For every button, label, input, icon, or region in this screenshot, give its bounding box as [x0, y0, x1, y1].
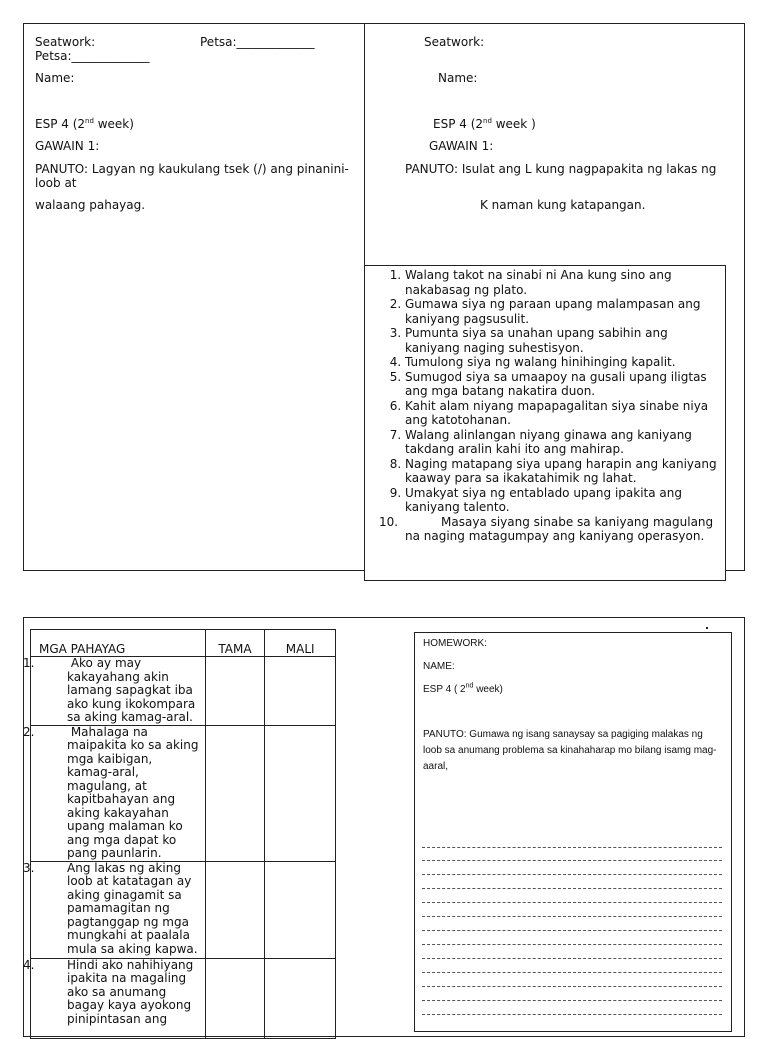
item10-text: Masaya siyang sinabe sa kaniyang magulang na naging matagumpay ang kaniyang operasyon. [405, 514, 714, 543]
left-seatwork-label: Seatwork: [35, 35, 96, 49]
list-item: 3. Pumunta siya sa unahan upang sabihin ang kaniyang naging suhestisyon. [405, 326, 723, 355]
statement-text: Ako ay may kakayahang akin lamang sapagkat iba ako kung ikokompara sa aking kamag-aral. [67, 656, 196, 724]
right-esp-suffix: week ) [491, 117, 536, 131]
tama-cell[interactable] [205, 958, 265, 1038]
left-panuto-line1: PANUTO: Lagyan ng kaukulang tsek (/) ang pinanini-loob at [35, 162, 349, 190]
tama-cell[interactable] [205, 725, 265, 861]
table-row [31, 958, 336, 1038]
right-esp-prefix: ESP 4 (2 [433, 117, 484, 131]
left-gawain-label: GAWAIN 1: [35, 139, 100, 153]
writing-line[interactable] [422, 930, 722, 931]
homework-esp-prefix: ESP 4 ( 2 [423, 684, 466, 695]
table-row [31, 861, 336, 958]
statement-number: 3. [23, 860, 35, 875]
left-esp-prefix: ESP 4 (2 [35, 117, 86, 131]
right-esp-heading [433, 117, 536, 131]
writing-line[interactable] [422, 847, 722, 848]
left-panuto-line2: walaang pahayag. [35, 198, 146, 212]
homework-esp-sup: nd [465, 682, 474, 690]
homework-panuto: PANUTO: Gumawa ng isang sanaysay sa pagiging malakas ng loob sa anumang problema sa kinahaharap mo bilang isamg mag-aaral, [423, 729, 717, 772]
homework-name-label: NAME: [423, 661, 455, 672]
list-item: 7. Walang alinlangan niyang ginawa ang kaniyang takdang aralin kahi ito ang mahirap. [405, 428, 723, 457]
left-petsa2-label: Petsa:_____________ [35, 49, 150, 63]
statement-cell [23, 957, 206, 1038]
right-gawain-label: GAWAIN 1: [429, 139, 494, 153]
statement-text: Ang lakas ng aking loob at katatagan ay aking ginagamit sa pamamagitan ng pagtanggap ng mga mungkahi at paalala mula sa aking kapwa. [67, 860, 198, 956]
statement-number: 4. [23, 957, 35, 972]
list-item: 4. Tumulong siya ng walang hinihinging kapalit. [405, 355, 723, 370]
stray-mark [706, 627, 708, 629]
left-petsa-label: Petsa:_____________ [200, 35, 315, 49]
items-list [365, 268, 723, 544]
writing-line[interactable] [422, 958, 722, 959]
mali-cell[interactable] [265, 725, 336, 861]
mali-cell[interactable] [265, 861, 336, 958]
writing-line[interactable] [422, 972, 722, 973]
writing-line[interactable] [422, 888, 722, 889]
table-row [31, 657, 336, 726]
right-panuto-line1: PANUTO: Isulat ang L kung nagpapakita ng lakas ng [405, 162, 717, 176]
right-name-label: Name: [438, 71, 478, 85]
right-seatwork-label: Seatwork: [424, 35, 485, 49]
header-tama: TAMA [205, 630, 265, 657]
list-item: 8. Naging matapang siya upang harapin ang kaniyang kaaway para sa ikakatahimik ng lahat. [405, 457, 723, 486]
right-panuto-line2: K naman kung katapangan. [480, 198, 646, 212]
left-name-label: Name: [35, 71, 75, 85]
tama-cell[interactable] [205, 657, 265, 726]
left-esp-sup: nd [85, 117, 94, 125]
statement-cell [23, 656, 206, 726]
statement-text: Mahalaga na maipakita ko sa aking mga kaibigan, kamag-aral, magulang, at kapitbahayan ang aking kakayahan upang malaman ko ang mga dapat ko pang paunlarin. [67, 724, 199, 860]
left-esp-heading [35, 117, 134, 131]
statement-text: Hindi ako nahihiyang ipakita na magaling ako sa anumang bagay kaya ayokong pinipintasan ang [67, 957, 194, 1026]
list-item: 1. Walang takot na sinabi ni Ana kung sino ang nakabasag ng plato. [405, 268, 723, 297]
header-mali: MALI [265, 630, 336, 657]
statement-cell [23, 724, 206, 861]
writing-line[interactable] [422, 944, 722, 945]
homework-esp-suffix: week) [473, 684, 503, 695]
writing-line[interactable] [422, 1014, 722, 1015]
statement-number: 2. [23, 724, 35, 739]
writing-line[interactable] [422, 874, 722, 875]
right-esp-sup: nd [483, 117, 492, 125]
items-box [364, 265, 726, 581]
list-item: 2. Gumawa siya ng paraan upang malampasan ang kaniyang pagsusulit. [405, 297, 723, 326]
list-item [379, 515, 723, 544]
writing-line[interactable] [422, 860, 722, 861]
list-item: 5. Sumugod siya sa umaapoy na gusali upang iligtas ang mga batang nakatira duon. [405, 370, 723, 399]
homework-title: HOMEWORK: [423, 638, 487, 649]
statement-number: 1. [23, 656, 35, 670]
list-item: 6. Kahit alam niyang mapapagalitan siya sinabe niya ang katotohanan. [405, 399, 723, 428]
statement-cell [23, 860, 206, 958]
mali-cell[interactable] [265, 657, 336, 726]
writing-line[interactable] [422, 1000, 722, 1001]
mali-cell[interactable] [265, 958, 336, 1038]
writing-line[interactable] [422, 986, 722, 987]
item10-number: 10. [379, 514, 399, 529]
writing-line[interactable] [422, 902, 722, 903]
tama-cell[interactable] [205, 861, 265, 958]
homework-esp-heading [423, 683, 503, 697]
pahayag-table [23, 629, 336, 1039]
header-mga-pahayag: MGA PAHAYAG [31, 630, 206, 657]
left-esp-suffix: week) [93, 117, 134, 131]
table-row [31, 725, 336, 861]
writing-line[interactable] [422, 916, 722, 917]
list-item: 9. Umakyat siya ng entablado upang ipakita ang kaniyang talento. [405, 486, 723, 515]
